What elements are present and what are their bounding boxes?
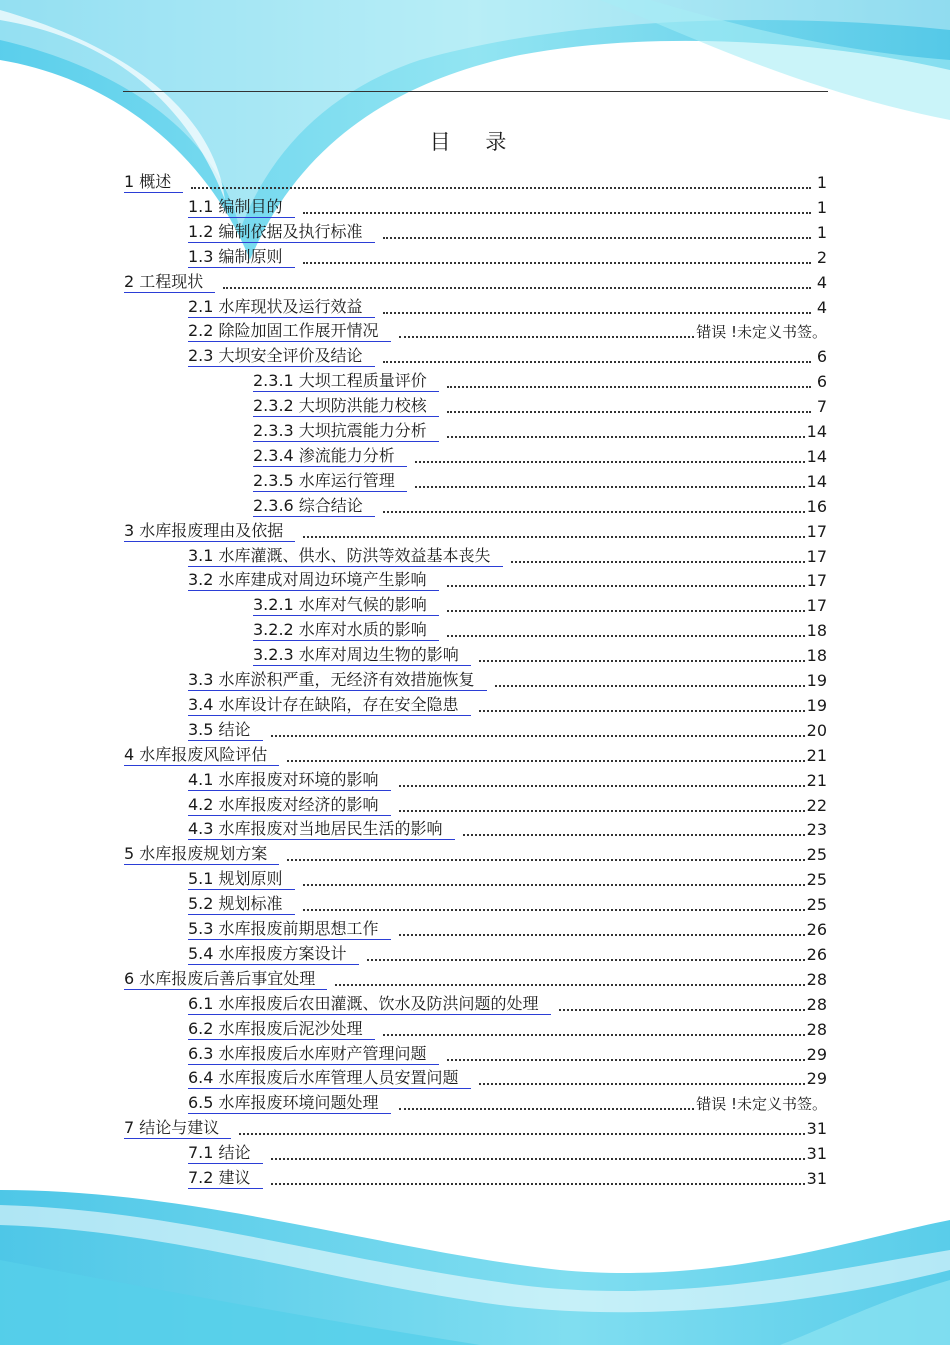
toc-entry[interactable]	[188, 893, 827, 915]
toc-entry[interactable]	[188, 296, 827, 318]
toc-entry-label[interactable]: 2.3.5 水库运行管理	[253, 471, 407, 492]
dot-leader	[191, 187, 811, 189]
toc-page-number: 14	[806, 472, 827, 491]
dot-leader	[271, 1183, 805, 1185]
toc-entry[interactable]	[253, 445, 827, 467]
toc-entry[interactable]	[124, 520, 827, 542]
dot-leader	[383, 511, 805, 513]
dot-leader	[559, 1009, 805, 1011]
dot-leader	[303, 262, 811, 264]
dot-leader	[399, 785, 805, 787]
dot-leader	[447, 610, 805, 612]
toc-entry[interactable]	[124, 171, 827, 193]
toc-entry[interactable]	[188, 545, 827, 567]
toc-entry-label[interactable]: 2 工程现状	[124, 272, 215, 293]
toc-page-number: 错误 !未定义书签。	[696, 323, 827, 341]
toc-entry-label[interactable]: 5 水库报废规划方案	[124, 844, 279, 865]
dot-leader	[383, 312, 811, 314]
dot-leader	[447, 635, 805, 637]
toc-page-number: 14	[806, 422, 827, 441]
toc-page-number: 25	[806, 895, 827, 914]
toc-page-number: 14	[806, 447, 827, 466]
toc-page-number: 28	[806, 995, 827, 1014]
toc-entry-label[interactable]: 2.2 除险加固工作展开情况	[188, 321, 391, 342]
toc-entry[interactable]	[124, 843, 827, 865]
toc-entry-label[interactable]: 3.2.2 水库对水质的影响	[253, 620, 439, 641]
toc-page-number: 25	[806, 870, 827, 889]
toc-entry[interactable]	[124, 1117, 827, 1139]
toc-page-number: 19	[806, 671, 827, 690]
toc-entry-label[interactable]: 1.3 编制原则	[188, 247, 295, 268]
dot-leader	[447, 585, 805, 587]
dot-leader	[303, 884, 805, 886]
toc-page-number: 16	[806, 497, 827, 516]
dot-leader	[399, 336, 695, 338]
toc-page-number: 31	[806, 1119, 827, 1138]
dot-leader	[303, 212, 811, 214]
dot-leader	[447, 1059, 805, 1061]
toc-page-number: 17	[806, 571, 827, 590]
toc-entry-label[interactable]: 6.5 水库报废环境问题处理	[188, 1093, 391, 1114]
toc-page-number: 26	[806, 945, 827, 964]
toc-entry[interactable]	[188, 246, 827, 268]
dot-leader	[271, 1158, 805, 1160]
toc-entry[interactable]	[188, 1167, 827, 1189]
toc-entry[interactable]	[253, 644, 827, 666]
toc-page-number: 1	[816, 173, 827, 192]
toc-page-number: 20	[806, 721, 827, 740]
toc-page-number: 29	[806, 1069, 827, 1088]
toc-entry[interactable]	[188, 320, 827, 342]
toc-entry[interactable]	[124, 968, 827, 990]
toc-entry-label[interactable]: 1.1 编制目的	[188, 197, 295, 218]
toc-page-number: 19	[806, 696, 827, 715]
dot-leader	[383, 1034, 805, 1036]
dot-leader	[479, 1083, 805, 1085]
dot-leader	[415, 486, 805, 488]
dot-leader	[447, 436, 805, 438]
toc-page-number: 2	[816, 248, 827, 267]
toc-entry-label[interactable]: 3.2.3 水库对周边生物的影响	[253, 645, 471, 666]
toc-entry-label[interactable]: 6.3 水库报废后水库财产管理问题	[188, 1044, 439, 1065]
toc-entry-label[interactable]: 5.1 规划原则	[188, 869, 295, 890]
toc-entry[interactable]	[253, 395, 827, 417]
toc-entry-label[interactable]: 5.4 水库报废方案设计	[188, 944, 359, 965]
toc-page-number: 23	[806, 820, 827, 839]
toc-entry-label[interactable]: 5.2 规划标准	[188, 894, 295, 915]
dot-leader	[303, 909, 805, 911]
toc-page-number: 4	[816, 298, 827, 317]
toc-entry-label[interactable]: 7.1 结论	[188, 1143, 263, 1164]
toc-page-number: 21	[806, 746, 827, 765]
toc-page-number: 22	[806, 796, 827, 815]
toc-entry[interactable]	[188, 345, 827, 367]
toc-entry[interactable]	[188, 569, 827, 591]
toc-entry-label[interactable]: 3.1 水库灌溉、供水、防洪等效益基本丧失	[188, 546, 503, 567]
dot-leader	[447, 411, 811, 413]
toc-page-number: 29	[806, 1045, 827, 1064]
header-rule	[123, 91, 828, 92]
toc-page-number: 21	[806, 771, 827, 790]
toc-page-number: 1	[816, 223, 827, 242]
toc-entry[interactable]	[188, 221, 827, 243]
dot-leader	[399, 810, 805, 812]
toc-entry-label[interactable]: 6.2 水库报废后泥沙处理	[188, 1019, 375, 1040]
toc-entry[interactable]	[253, 495, 827, 517]
toc-page-number: 31	[806, 1144, 827, 1163]
toc-entry-label[interactable]: 4.2 水库报废对经济的影响	[188, 795, 391, 816]
toc-entry-label[interactable]: 3.4 水库设计存在缺陷，存在安全隐患	[188, 695, 471, 716]
toc-page-number: 1	[816, 198, 827, 217]
toc-entry[interactable]	[188, 993, 827, 1015]
toc-page-number: 7	[816, 397, 827, 416]
toc-entry-label[interactable]: 3.2.1 水库对气候的影响	[253, 595, 439, 616]
dot-leader	[463, 834, 805, 836]
page-title: 目 录	[429, 130, 521, 154]
toc-entry[interactable]	[188, 694, 827, 716]
toc-entry[interactable]	[188, 1092, 827, 1114]
toc-entry-label[interactable]: 6.4 水库报废后水库管理人员安置问题	[188, 1068, 471, 1089]
dot-leader	[479, 710, 805, 712]
toc-entry-label[interactable]: 7.2 建议	[188, 1168, 263, 1189]
toc-entry-label[interactable]: 6.1 水库报废后农田灌溉、饮水及防洪问题的处理	[188, 994, 551, 1015]
toc-page-number: 17	[806, 522, 827, 541]
toc-page-number: 6	[816, 372, 827, 391]
dot-leader	[399, 1108, 695, 1110]
toc-entry[interactable]	[188, 868, 827, 890]
toc-entry-label[interactable]: 3.5 结论	[188, 720, 263, 741]
toc-page-number: 6	[816, 347, 827, 366]
toc-page-number: 4	[816, 273, 827, 292]
toc-entry[interactable]	[253, 619, 827, 641]
toc-page-number: 28	[806, 970, 827, 989]
dot-leader	[399, 934, 805, 936]
toc-entry-label[interactable]: 3 水库报废理由及依据	[124, 521, 295, 542]
toc-entry[interactable]	[188, 1067, 827, 1089]
toc-entry[interactable]	[188, 196, 827, 218]
dot-leader	[383, 237, 811, 239]
dot-leader	[223, 287, 811, 289]
toc-page-number: 17	[806, 596, 827, 615]
toc-entry-label[interactable]: 2.1 水库现状及运行效益	[188, 297, 375, 318]
toc-entry[interactable]	[253, 420, 827, 442]
dot-leader	[415, 461, 805, 463]
dot-leader	[383, 361, 811, 363]
toc-entry-label[interactable]: 6 水库报废后善后事宜处理	[124, 969, 327, 990]
toc-entry[interactable]	[124, 271, 827, 293]
toc-page-number: 31	[806, 1169, 827, 1188]
dot-leader	[335, 984, 804, 986]
dot-leader	[495, 685, 805, 687]
dot-leader	[239, 1133, 804, 1135]
dot-leader	[303, 536, 804, 538]
toc-entry-label[interactable]: 3.3 水库淤积严重，无经济有效措施恢复	[188, 670, 487, 691]
toc-entry[interactable]	[253, 470, 827, 492]
toc-entry[interactable]	[253, 370, 827, 392]
toc-entry[interactable]	[188, 794, 827, 816]
toc-entry-label[interactable]: 2.3.4 渗流能力分析	[253, 446, 407, 467]
toc-entry[interactable]	[188, 1018, 827, 1040]
dot-leader	[511, 561, 805, 563]
toc-entry-label[interactable]: 1.2 编制依据及执行标准	[188, 222, 375, 243]
toc-entry[interactable]	[188, 943, 827, 965]
toc-page-number: 错误 !未定义书签。	[696, 1095, 827, 1113]
toc-entry[interactable]	[188, 769, 827, 791]
toc-entry[interactable]	[188, 818, 827, 840]
toc-entry[interactable]	[124, 744, 827, 766]
toc-page-number: 18	[806, 646, 827, 665]
toc-entry-label[interactable]: 2.3.1 大坝工程质量评价	[253, 371, 439, 392]
toc-entry-label[interactable]: 4.3 水库报废对当地居民生活的影响	[188, 819, 455, 840]
toc-entry[interactable]	[188, 669, 827, 691]
toc-entry-label[interactable]: 4.1 水库报废对环境的影响	[188, 770, 391, 791]
toc-entry[interactable]	[188, 918, 827, 940]
toc-entry-label[interactable]: 7 结论与建议	[124, 1118, 231, 1139]
toc-entry-label[interactable]: 5.3 水库报废前期思想工作	[188, 919, 391, 940]
toc-entry[interactable]	[188, 1043, 827, 1065]
dot-leader	[287, 859, 804, 861]
toc-page-number: 18	[806, 621, 827, 640]
toc-entry-label[interactable]: 2.3.6 综合结论	[253, 496, 375, 517]
dot-leader	[367, 959, 805, 961]
toc-page-number: 26	[806, 920, 827, 939]
dot-leader	[479, 660, 805, 662]
toc-page-number: 28	[806, 1020, 827, 1039]
toc-entry-label[interactable]: 2.3.3 大坝抗震能力分析	[253, 421, 439, 442]
toc-entry[interactable]	[188, 1142, 827, 1164]
toc-entry[interactable]	[253, 594, 827, 616]
toc-page-number: 17	[806, 547, 827, 566]
toc-entry-label[interactable]: 4 水库报废风险评估	[124, 745, 279, 766]
toc-entry-label[interactable]: 2.3.2 大坝防洪能力校核	[253, 396, 439, 417]
toc-page-number: 25	[806, 845, 827, 864]
toc-entry-label[interactable]: 1 概述	[124, 172, 183, 193]
dot-leader	[287, 760, 804, 762]
dot-leader	[271, 735, 805, 737]
toc-entry-label[interactable]: 3.2 水库建成对周边环境产生影响	[188, 570, 439, 591]
toc-entry[interactable]	[188, 719, 827, 741]
toc-entry-label[interactable]: 2.3 大坝安全评价及结论	[188, 346, 375, 367]
dot-leader	[447, 386, 811, 388]
